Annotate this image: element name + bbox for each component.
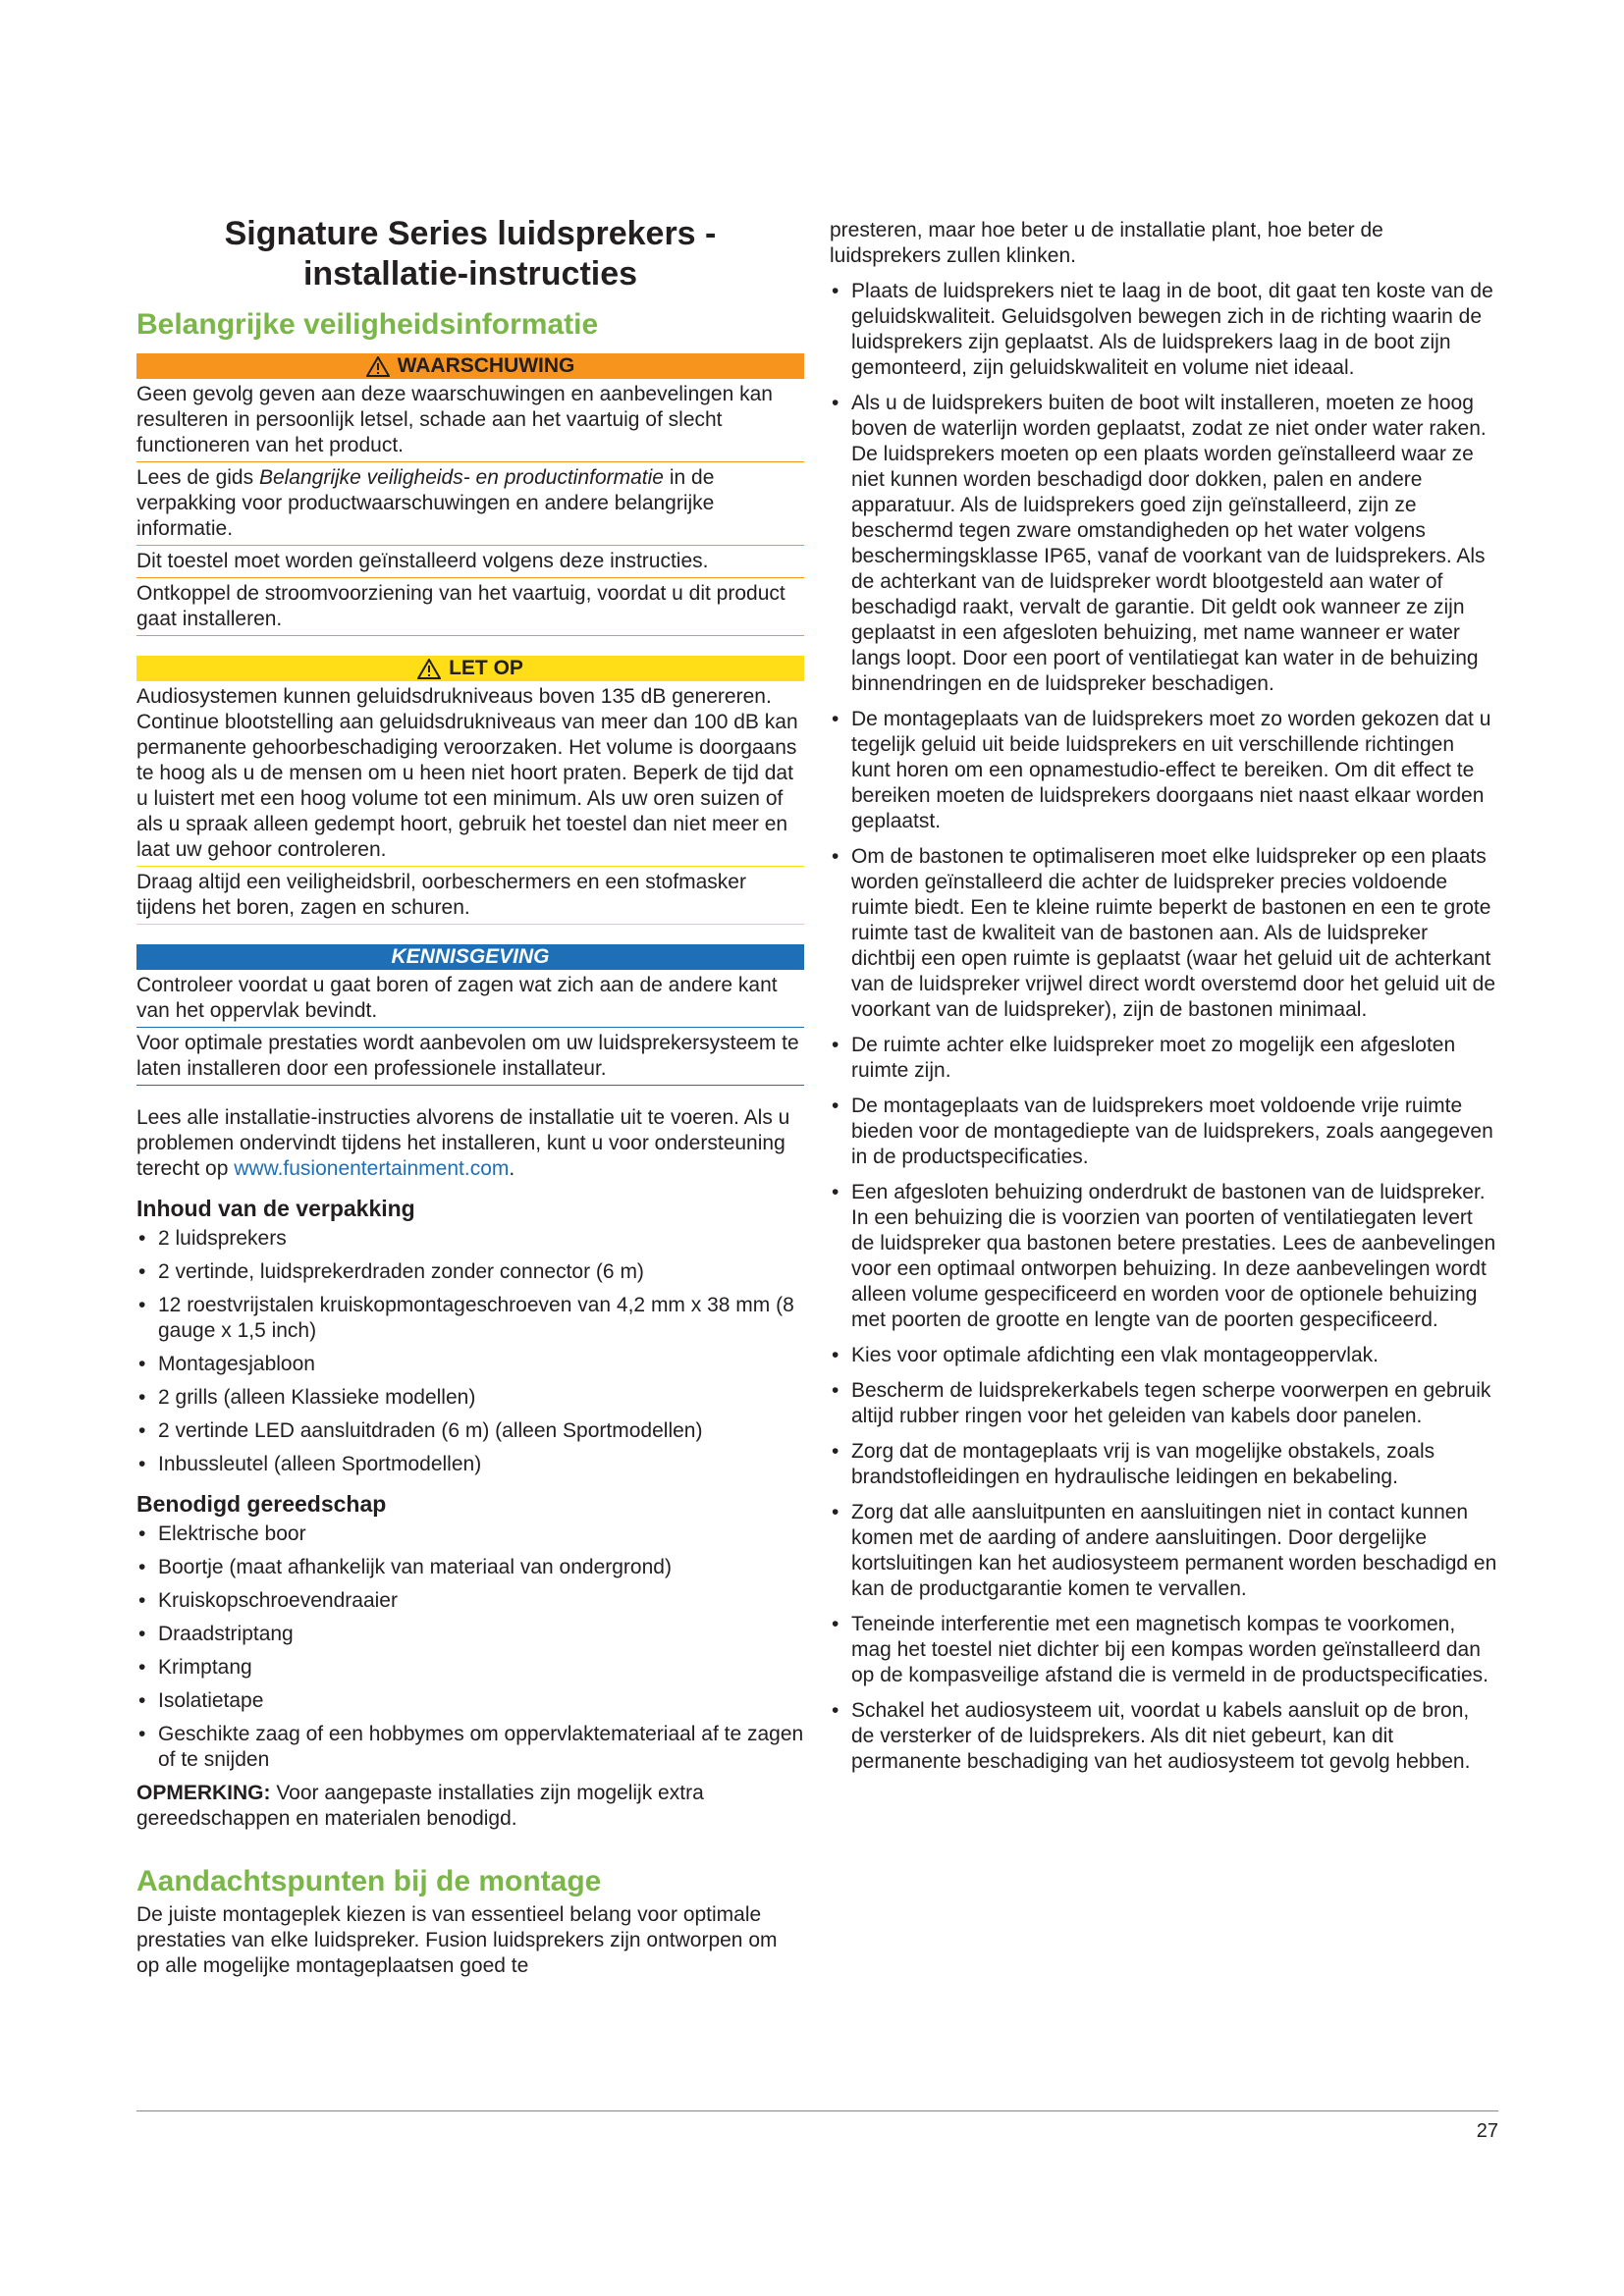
warning-paragraph: Geen gevolg geven aan deze waarschuwingen en aanbevelingen kan resulteren in persoonlijk letsel, schade aan het vaartuig of slecht functioneren van het product. bbox=[136, 379, 804, 462]
page-number: 27 bbox=[1476, 2120, 1498, 2142]
list-item-text: Elektrische boor bbox=[158, 1522, 306, 1545]
bullet: • bbox=[138, 1589, 146, 1612]
package-heading: Inhoud van de verpakking bbox=[136, 1196, 415, 1221]
list-item bbox=[136, 1622, 804, 1647]
bullet: • bbox=[138, 1386, 146, 1409]
note-text: Voor aangepaste installaties zijn mogelijk extra gereedschappen en materialen benodigd. bbox=[136, 1782, 704, 1830]
read-all-paragraph bbox=[136, 1105, 804, 1182]
list-item-text: 2 vertinde, luidsprekerdraden zonder connector (6 m) bbox=[158, 1260, 644, 1283]
read-all-text: Lees alle installatie-instructies alvorens de installatie uit te voeren. Als u problemen ondervindt tijdens het installeren, kunt u voor ondersteuning terecht op bbox=[136, 1106, 790, 1180]
list-item bbox=[136, 1452, 804, 1477]
bullet: • bbox=[138, 1689, 146, 1712]
bullet: • bbox=[832, 1181, 839, 1203]
list-item-text: Kies voor optimale afdichting een vlak montageoppervlak. bbox=[851, 1344, 1379, 1366]
list-item-text: Kruiskopschroevendraaier bbox=[158, 1589, 398, 1612]
list-item-text: Inbussleutel (alleen Sportmodellen) bbox=[158, 1453, 482, 1475]
list-item bbox=[830, 1378, 1497, 1429]
list-item bbox=[136, 1588, 804, 1614]
list-item bbox=[136, 1385, 804, 1411]
safety-heading: Belangrijke veiligheidsinformatie bbox=[136, 308, 599, 341]
notice-label: KENNISGEVING bbox=[391, 945, 550, 968]
bullet: • bbox=[832, 1613, 839, 1635]
list-item bbox=[830, 1698, 1497, 1775]
list-item bbox=[830, 1439, 1497, 1490]
warning-triangle-icon bbox=[366, 356, 390, 377]
bullet: • bbox=[138, 1294, 146, 1316]
bullet: • bbox=[832, 1034, 839, 1056]
warning-label: WAARSCHUWING bbox=[397, 354, 575, 377]
list-item bbox=[136, 1352, 804, 1377]
list-item-text: Om de bastonen te optimaliseren moet elke luidspreker op een plaats worden geïnstalleerd die achter de luidspreker precies voldoende ruimte biedt. Een te kleine ruimte beperkt de bastonen en een te grote ruimte tast de kwaliteit van de bastonen aan. Als de luidspreker dichtbij een open ruimte is geplaatst (waar het geluid uit de achterkant van de luidspreker vrijwel direct wordt overstemd door het geluid uit de voorkant van de luidspreker), zijn de bastonen minimaal. bbox=[851, 845, 1495, 1021]
list-item-text: Plaats de luidsprekers niet te laag in de boot, dit gaat ten koste van de geluidskwaliteit. Geluidsgolven bewegen zich in de richting waarin de luidsprekers zijn geplaatst. Als de luidsprekers laag in de boot zijn gemonteerd, zijn geluidskwaliteit en volume niet ideaal. bbox=[851, 280, 1493, 379]
note-paragraph bbox=[136, 1781, 804, 1832]
right-column bbox=[830, 218, 1497, 1785]
list-item bbox=[136, 1522, 804, 1547]
bullet: • bbox=[138, 1260, 146, 1283]
list-item-text: Zorg dat alle aansluitpunten en aansluitingen niet in contact kunnen komen met de aarding of andere aansluitingen. Door dergelijke kortsluitingen kan het audiosysteem permanent worden beschadigd en kan de productgarantie komen te vervallen. bbox=[851, 1501, 1497, 1600]
list-item bbox=[136, 1555, 804, 1580]
bullet: • bbox=[832, 1095, 839, 1117]
list-item bbox=[136, 1722, 804, 1773]
list-item-text: Krimptang bbox=[158, 1656, 252, 1679]
footer-divider bbox=[136, 2110, 1498, 2111]
list-item bbox=[136, 1418, 804, 1444]
list-item-text: Een afgesloten behuizing onderdrukt de bastonen van de luidspreker. In een behuizing die is voorzien van poorten of ventilatiegaten levert de luidspreker qua bastonen betere prestaties. Lees de aanbevelingen voor een optimaal ontworpen behuizing. In deze aanbevelingen wordt alleen volume gespecificeerd en worden voor de optionele behuizing met poorten de grootte en lengte van de poorten gespecificeerd. bbox=[851, 1181, 1496, 1331]
list-item bbox=[830, 1343, 1497, 1368]
bullet: • bbox=[832, 1344, 839, 1366]
bullet: • bbox=[138, 1419, 146, 1442]
warning-paragraph: Dit toestel moet worden geïnstalleerd volgens deze instructies. bbox=[136, 546, 804, 578]
title-line-1: Signature Series luidsprekers - bbox=[224, 215, 717, 252]
caution-paragraph: Draag altijd een veiligheidsbril, oorbeschermers en een stofmasker tijdens het boren, zagen en schuren. bbox=[136, 867, 804, 925]
list-item bbox=[830, 1094, 1497, 1170]
list-item bbox=[136, 1655, 804, 1681]
caution-banner bbox=[136, 656, 804, 681]
bullet: • bbox=[832, 1440, 839, 1463]
list-item-text: 12 roestvrijstalen kruiskopmontageschroeven van 4,2 mm x 38 mm (8 gauge x 1,5 inch) bbox=[158, 1294, 794, 1342]
tools-list bbox=[136, 1522, 804, 1773]
list-item bbox=[830, 1033, 1497, 1084]
list-item-text: Zorg dat de montageplaats vrij is van mogelijke obstakels, zoals brandstofleidingen en hydraulische leidingen en bekabeling. bbox=[851, 1440, 1435, 1488]
bullet: • bbox=[138, 1723, 146, 1745]
warning-banner bbox=[136, 353, 804, 379]
bullet: • bbox=[138, 1453, 146, 1475]
warning-guide-paragraph bbox=[136, 462, 804, 546]
list-item bbox=[830, 1500, 1497, 1602]
guide-suffix: in de verpakking voor productwaarschuwingen en andere belangrijke informatie. bbox=[136, 466, 715, 540]
mounting-intro: De juiste montageplek kiezen is van essentieel belang voor optimale prestaties van elke luidspreker. Fusion luidsprekers zijn ontworpen om op alle mogelijke montageplaatsen goed te bbox=[136, 1903, 778, 1977]
list-item bbox=[830, 279, 1497, 381]
caution-paragraph: Audiosystemen kunnen geluidsdrukniveaus boven 135 dB genereren. Continue blootstelling aan geluidsdrukniveaus van meer dan 100 dB kan permanente gehoorbeschadiging veroorzaken. Het volume is doorgaans te hoog als u de mensen om u heen niet hoort praten. Beperk de tijd dat u luistert met een hoog volume tot een minimum. Als uw oren suizen of als u spraak alleen gedempt hoort, gebruik het toestel dan niet meer en laat uw gehoor controleren. bbox=[136, 681, 804, 867]
bullet: • bbox=[832, 1379, 839, 1402]
mounting-heading: Aandachtspunten bij de montage bbox=[136, 1865, 602, 1897]
list-item bbox=[136, 1293, 804, 1344]
bullet: • bbox=[138, 1227, 146, 1250]
left-column bbox=[136, 214, 804, 1979]
package-list bbox=[136, 1226, 804, 1477]
note-label: OPMERKING: bbox=[136, 1782, 271, 1804]
list-item-text: Boortje (maat afhankelijk van materiaal van ondergrond) bbox=[158, 1556, 672, 1578]
list-item bbox=[136, 1688, 804, 1714]
list-item bbox=[136, 1226, 804, 1252]
bullet: • bbox=[138, 1522, 146, 1545]
title-line-2: installatie-instructies bbox=[302, 255, 638, 293]
list-item-text: 2 grills (alleen Klassieke modellen) bbox=[158, 1386, 476, 1409]
list-item bbox=[830, 391, 1497, 697]
mounting-intro-continued: presteren, maar hoe beter u de installatie plant, hoe beter de luidsprekers zullen klinken. bbox=[830, 219, 1383, 267]
document-title bbox=[136, 214, 804, 294]
support-link[interactable]: www.fusionentertainment.com bbox=[234, 1157, 510, 1180]
list-item bbox=[136, 1259, 804, 1285]
bullet: • bbox=[138, 1556, 146, 1578]
bullet: • bbox=[832, 280, 839, 302]
list-item-text: Als u de luidsprekers buiten de boot wilt installeren, moeten ze hoog boven de waterlijn worden geplaatst, zodat ze niet onder water raken. De luidsprekers moeten op een plaats worden geïnstalleerd waar ze niet kunnen worden beschadigd door dokken, palen en andere apparatuur. Als de luidsprekers goed zijn geïnstalleerd, zijn ze beschermd tegen zware omstandigheden op het water volgens beschermingsklasse IP65, vanaf de voorkant van de luidsprekers. Als de achterkant van de luidspreker wordt blootgesteld aan water of beschadigd raakt, vervalt de garantie. Dit geldt ook wanneer ze zijn geplaatst in een afgesloten behuizing, met name wanneer er water langs loopt. Door een poort of ventilatiegat kan water in de behuizing binnendringen en de luidspreker beschadigen. bbox=[851, 392, 1487, 695]
caution-triangle-icon bbox=[417, 659, 441, 679]
warning-paragraph: Ontkoppel de stroomvoorziening van het vaartuig, voordat u dit product gaat installeren. bbox=[136, 578, 804, 636]
list-item bbox=[830, 1180, 1497, 1333]
notice-banner bbox=[136, 944, 804, 970]
bullet: • bbox=[138, 1656, 146, 1679]
bullet: • bbox=[832, 392, 839, 414]
list-item-text: Schakel het audiosysteem uit, voordat u kabels aansluit op de bron, de versterker of de luidsprekers. Als dit niet gebeurt, kan dit permanente beschadiging van het audiosysteem tot gevolg hebben. bbox=[851, 1699, 1471, 1773]
bullet: • bbox=[138, 1623, 146, 1645]
mounting-list bbox=[830, 279, 1497, 1775]
list-item-text: De montageplaats van de luidsprekers moet zo worden gekozen dat u tegelijk geluid uit beide luidsprekers en uit verschillende richtingen kunt horen om een opnamestudio-effect te bereiken. Om dit effect te bereiken moeten de luidsprekers doorgaans niet naast elkaar worden geplaatst. bbox=[851, 708, 1491, 832]
tools-heading: Benodigd gereedschap bbox=[136, 1491, 387, 1517]
list-item-text: Montagesjabloon bbox=[158, 1353, 315, 1375]
list-item bbox=[830, 844, 1497, 1023]
list-item-text: Teneinde interferentie met een magnetisch kompas te voorkomen, mag het toestel niet dichter bij een kompas worden geïnstalleerd dan op de kompasveilige afstand die is vermeld in de productspecificaties. bbox=[851, 1613, 1489, 1686]
list-item-text: Isolatietape bbox=[158, 1689, 264, 1712]
list-item-text: 2 vertinde LED aansluitdraden (6 m) (alleen Sportmodellen) bbox=[158, 1419, 703, 1442]
bullet: • bbox=[832, 1501, 839, 1523]
bullet: • bbox=[832, 708, 839, 730]
list-item bbox=[830, 1612, 1497, 1688]
list-item-text: Bescherm de luidsprekerkabels tegen scherpe voorwerpen en gebruik altijd rubber ringen voor het geleiden van kabels door panelen. bbox=[851, 1379, 1491, 1427]
notice-paragraph: Voor optimale prestaties wordt aanbevolen om uw luidsprekersysteem te laten installeren door een professionele installateur. bbox=[136, 1028, 804, 1086]
read-all-end: . bbox=[509, 1157, 515, 1180]
guide-prefix: Lees de gids bbox=[136, 466, 259, 489]
caution-label: LET OP bbox=[449, 657, 523, 679]
list-item-text: De ruimte achter elke luidspreker moet zo mogelijk een afgesloten ruimte zijn. bbox=[851, 1034, 1456, 1082]
notice-paragraph: Controleer voordat u gaat boren of zagen wat zich aan de andere kant van het oppervlak bevindt. bbox=[136, 970, 804, 1028]
bullet: • bbox=[832, 845, 839, 868]
list-item-text: Draadstriptang bbox=[158, 1623, 294, 1645]
list-item-text: 2 luidsprekers bbox=[158, 1227, 287, 1250]
list-item-text: Geschikte zaag of een hobbymes om oppervlaktemateriaal af te zagen of te snijden bbox=[158, 1723, 804, 1771]
bullet: • bbox=[138, 1353, 146, 1375]
guide-title: Belangrijke veiligheids- en productinformatie bbox=[258, 466, 664, 489]
list-item bbox=[830, 707, 1497, 834]
list-item-text: De montageplaats van de luidsprekers moet voldoende vrije ruimte bieden voor de montagediepte van de luidsprekers, zoals aangegeven in de productspecificaties. bbox=[851, 1095, 1493, 1168]
bullet: • bbox=[832, 1699, 839, 1722]
